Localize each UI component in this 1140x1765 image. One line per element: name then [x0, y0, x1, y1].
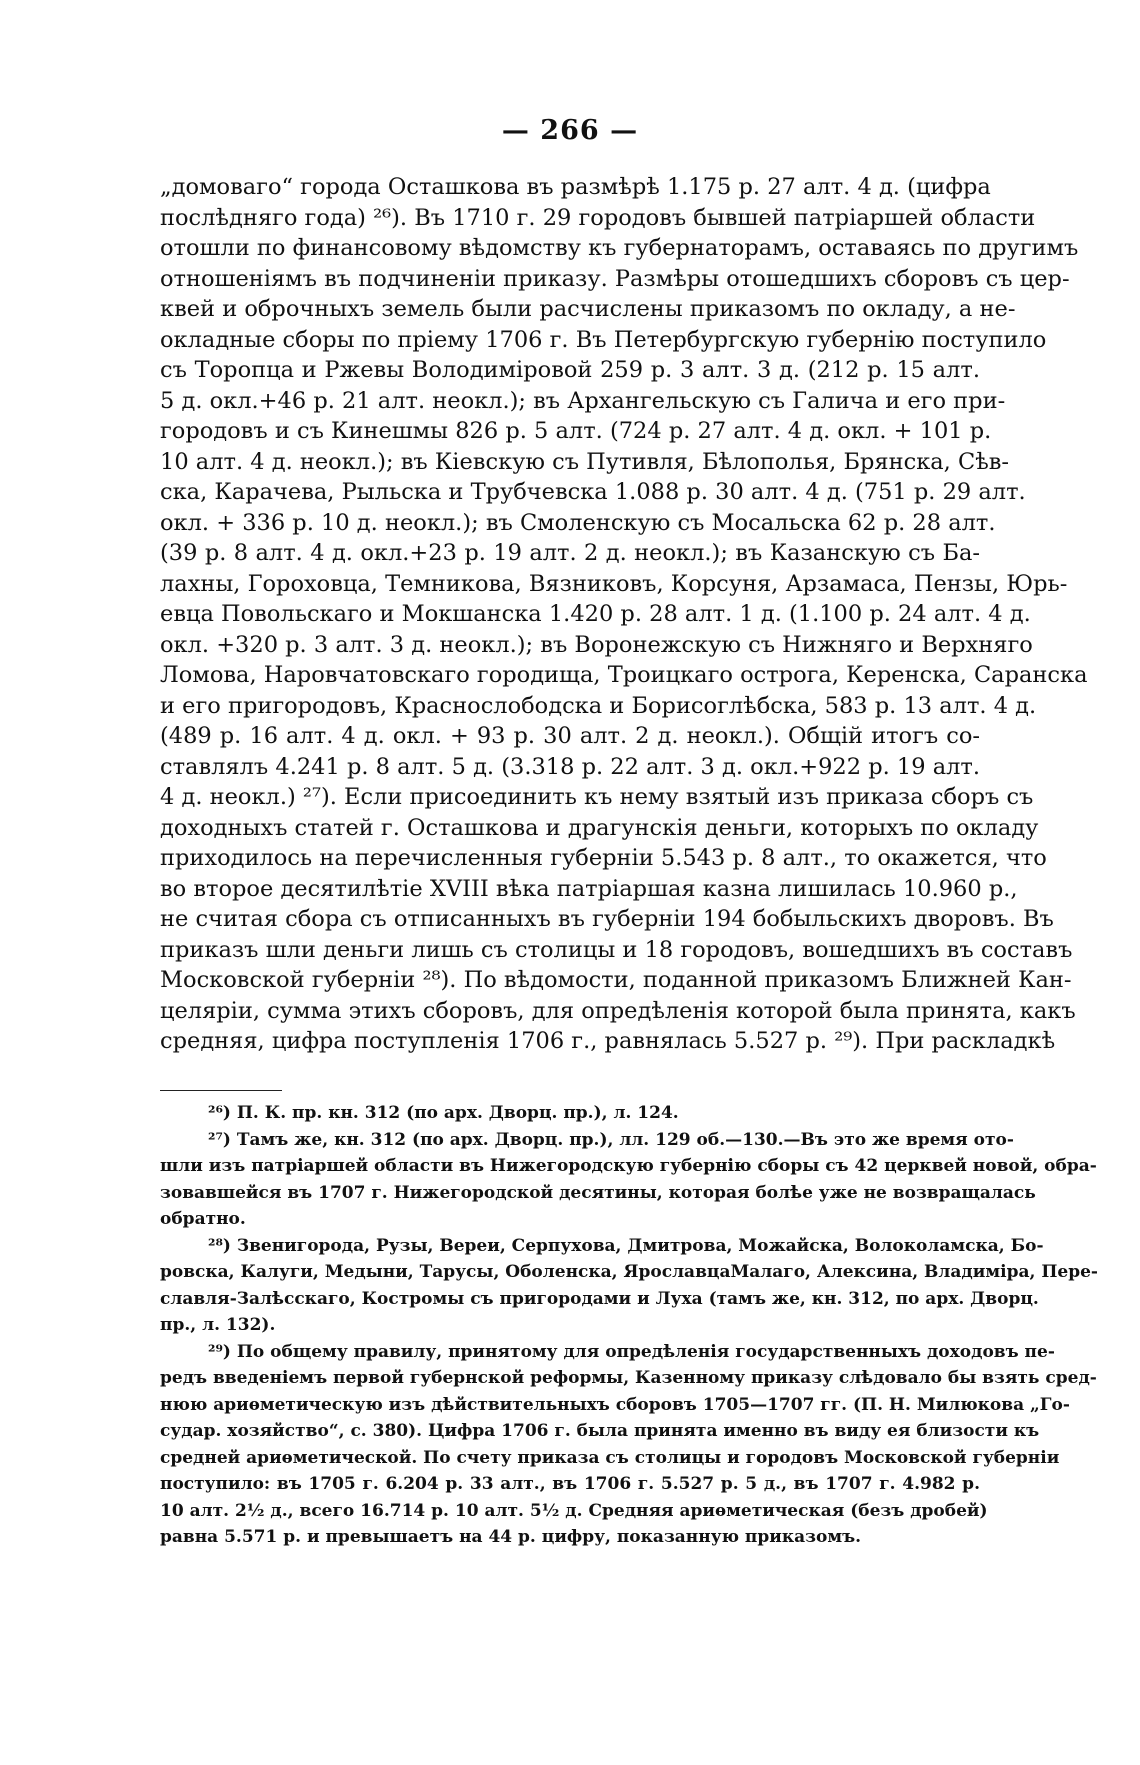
text-line: окл. +320 р. 3 алт. 3 д. неокл.); въ Воронежскую съ Нижняго и Верхняго: [160, 631, 1033, 658]
footnote-line: ровска, Калуги, Медыни, Тарусы, Оболенска, ЯрославцаМалаго, Алексина, Владиміра, Пере-: [160, 1262, 1098, 1282]
page-number: — 266 —: [501, 115, 639, 146]
footnote-line: ²⁸) Звенигорода, Рузы, Вереи, Серпухова, Дмитрова, Можайска, Волоколамска, Бо-: [208, 1235, 1044, 1256]
text-line: квей и оброчныхъ земель были расчислены приказомъ по окладу, а не-: [160, 296, 1016, 322]
text-line: не считая сбора съ отписанныхъ въ губерніи 194 бобыльскихъ дворовъ. Въ: [160, 906, 1054, 932]
footnote-line: редъ введеніемъ первой губернской реформы, Казенному приказу слѣдовало бы взять сред-: [160, 1368, 1097, 1388]
footnote-line: славля-Залѣсскаго, Костромы съ пригородами и Луха (тамъ же, кн. 312, по арх. Дворц.: [160, 1288, 1039, 1309]
text-line: (489 р. 16 алт. 4 д. окл. + 93 р. 30 алт. 2 д. неокл.). Общій итогъ со-: [160, 723, 980, 749]
text-line: и его пригородовъ, Краснослободска и Борисоглѣбска, 583 р. 13 алт. 4 д.: [160, 692, 1037, 719]
footnote-line: судар. хозяйство“, с. 380). Цифра 1706 г. была принята именно въ виду ея близости къ: [160, 1421, 1040, 1441]
text-line: съ Торопца и Ржевы Володимiровой 259 р. 3 алт. 3 д. (212 р. 15 алт.: [160, 357, 980, 383]
text-line: целяріи, сумма этихъ сборовъ, для опредѣленія которой была принята, какъ: [160, 997, 1076, 1024]
main-text: [160, 172, 1088, 1057]
text-line: отошли по финансовому вѣдомству къ губернаторамъ, оставаясь по другимъ: [160, 235, 1079, 261]
text-line: во второе десятилѣтіе XVIII вѣка патріаршая казна лишилась 10.960 р.,: [160, 875, 1018, 902]
footnote-line: обратно.: [160, 1209, 246, 1229]
footnote-line: ²⁷) Тамъ же, кн. 312 (по арх. Дворц. пр.), лл. 129 об.—130.—Въ это же время ото-: [208, 1129, 1014, 1150]
text-line: 4 д. неокл.) ²⁷). Если присоединить къ нему взятый изъ приказа сборъ съ: [160, 784, 1034, 810]
footnotes: [160, 1100, 1098, 1551]
text-line: 10 алт. 4 д. неокл.); въ Кіевскую съ Путивля, Бѣлополья, Брянска, Сѣв-: [160, 448, 1010, 475]
text-line: окл. + 336 р. 10 д. неокл.); въ Смоленскую съ Мосальска 62 р. 28 алт.: [160, 509, 996, 536]
footnote-line: пр., л. 132).: [160, 1315, 276, 1335]
footnote-line: средней ариѳметической. По счету приказа съ столицы и городовъ Московской губерніи: [160, 1447, 1060, 1468]
text-line: городовъ и съ Кинешмы 826 р. 5 алт. (724 р. 27 алт. 4 д. окл. + 101 р.: [160, 418, 992, 444]
text-line: лахны, Гороховца, Темникова, Вязниковъ, Корсуня, Арзамаса, Пензы, Юрь-: [160, 570, 1068, 597]
footnote-line: ²⁹) По общему правилу, принятому для опредѣленія государственныхъ доходовъ пе-: [208, 1341, 1055, 1362]
footnote-line: зовавшейся въ 1707 г. Нижегородской десятины, которая болѣе уже не возвращалась: [160, 1182, 1036, 1203]
text-line: послѣдняго года) ²⁶). Въ 1710 г. 29 городовъ бывшей патріаршей области: [160, 204, 1036, 231]
text-line: доходныхъ статей г. Осташкова и драгунскія деньги, которыхъ по окладу: [160, 814, 1039, 841]
footnote-line: равна 5.571 р. и превышаетъ на 44 р. цифру, показанную приказомъ.: [160, 1527, 862, 1547]
footnote-line: ²⁶) П. К. пр. кн. 312 (по арх. Дворц. пр.), л. 124.: [208, 1103, 679, 1123]
text-line: отношеніямъ въ подчиненіи приказу. Размѣры отошедшихъ сборовъ съ цер-: [160, 265, 1070, 292]
text-line: приходилось на перечисленныя губерніи 5.543 р. 8 алт., то окажется, что: [160, 845, 1047, 871]
text-line: средняя, цифра поступленія 1706 г., равнялась 5.527 р. ²⁹). При раскладкѣ: [160, 1028, 1056, 1054]
text-line: Ломова, Наровчатовскаго городища, Троицкаго острога, Керенска, Саранска: [160, 662, 1088, 688]
footnote-line: нюю ариѳметическую изъ дѣйствительныхъ сборовъ 1705—1707 гг. (П. Н. Милюкова „Го-: [160, 1394, 1070, 1415]
text-line: „домоваго“ города Осташкова въ размѣрѣ 1.175 р. 27 алт. 4 д. (цифра: [160, 174, 991, 200]
text-line: приказъ шли деньги лишь съ столицы и 18 городовъ, вошедшихъ въ составъ: [160, 936, 1073, 963]
text-line: Московской губерніи ²⁸). По вѣдомости, поданной приказомъ Ближней Кан-: [160, 967, 1072, 993]
footnote-line: 10 алт. 2½ д., всего 16.714 р. 10 алт. 5½ д. Средняя ариѳметическая (безъ дробей): [160, 1500, 988, 1521]
text-line: ска, Карачева, Рыльска и Трубчевска 1.088 р. 30 алт. 4 д. (751 р. 29 алт.: [160, 479, 1026, 505]
footnote-line: шли изъ патріаршей области въ Нижегородскую губернію сборы съ 42 церквей новой, обра-: [160, 1156, 1097, 1176]
text-line: евца Повольскаго и Мокшанска 1.420 р. 28 алт. 1 д. (1.100 р. 24 алт. 4 д.: [160, 601, 1031, 627]
footnote-divider: [160, 1090, 282, 1091]
text-line: ставлялъ 4.241 р. 8 алт. 5 д. (3.318 р. 22 алт. 3 д. окл.+922 р. 19 алт.: [160, 753, 980, 780]
text-line: окладные сборы по пріему 1706 г. Въ Петербургскую губернію поступило: [160, 326, 1047, 353]
text-line: 5 д. окл.+46 р. 21 алт. неокл.); въ Архангельскую съ Галича и его при-: [160, 387, 1006, 414]
text-line: (39 р. 8 алт. 4 д. окл.+23 р. 19 алт. 2 д. неокл.); въ Казанскую съ Ба-: [160, 540, 980, 566]
footnote-line: поступило: въ 1705 г. 6.204 р. 33 алт., въ 1706 г. 5.527 р. 5 д., въ 1707 г. 4.982 р.: [160, 1474, 980, 1494]
